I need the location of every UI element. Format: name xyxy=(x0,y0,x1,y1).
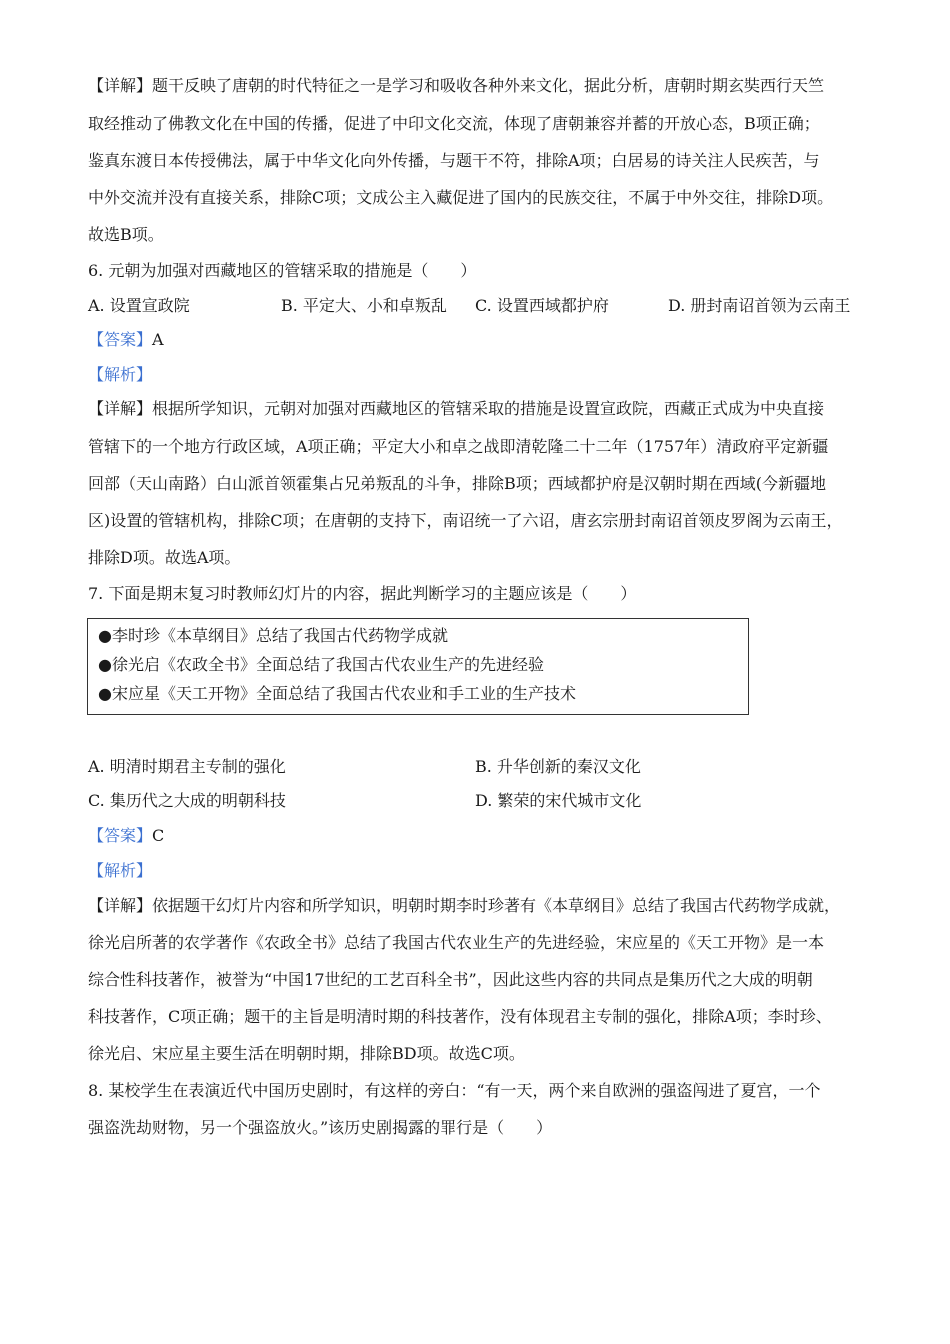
q7-detail-line: 【详解】依据题干幻灯片内容和所学知识，明朝时期李时珍著有《本草纲目》总结了我国古代药物学成就， xyxy=(88,896,841,915)
answer-label: 【答案】 xyxy=(88,826,153,845)
q5-detail-line: 取经推动了佛教文化在中国的传播，促进了中印文化交流，体现了唐朝兼容并蓄的开放心态，B项正确； xyxy=(88,114,820,133)
q7-answer xyxy=(88,825,164,847)
q7-option-b: B. 升华创新的秦汉文化 xyxy=(475,757,641,776)
q8-question-line: 8. 某校学生在表演近代中国历史剧时，有这样的旁白：“有一天，两个来自欧洲的强盗闯进了夏宫，一个 xyxy=(88,1081,821,1100)
q6-detail-line: 区)设置的管辖机构，排除C项；在唐朝的支持下，南诏统一了六诏，唐玄宗册封南诏首领皮罗阁为云南王， xyxy=(88,511,843,530)
q7-option-a: A. 明清时期君主专制的强化 xyxy=(88,757,286,776)
q7-option-c: C. 集历代之大成的明朝科技 xyxy=(88,791,286,810)
answer-value: A xyxy=(152,330,164,349)
q6-option-a: A. 设置宣政院 xyxy=(88,296,190,315)
slide-content-box xyxy=(87,618,749,715)
q6-option-b: B. 平定大、小和卓叛乱 xyxy=(281,296,447,315)
q6-question: 6. 元朝为加强对西藏地区的管辖采取的措施是（ ） xyxy=(88,261,477,280)
q6-detail-line: 【详解】根据所学知识，元朝对加强对西藏地区的管辖采取的措施是设置宣政院，西藏正式成为中央直接 xyxy=(88,399,825,418)
q6-option-d: D. 册封南诏首领为云南王 xyxy=(668,296,851,315)
q7-question: 7. 下面是期末复习时教师幻灯片的内容，据此判断学习的主题应该是（ ） xyxy=(88,584,637,603)
q6-detail-line: 排除D项。故选A项。 xyxy=(88,548,241,567)
q8-question-line: 强盗洗劫财物，另一个强盗放火。”该历史剧揭露的罪行是（ ） xyxy=(88,1118,553,1137)
q5-detail-line: 鉴真东渡日本传授佛法，属于中华文化向外传播，与题干不符，排除A项；白居易的诗关注人民疾苦，与 xyxy=(88,151,820,170)
q5-detail-line: 中外交流并没有直接关系，排除C项；文成公主入藏促进了国内的民族交往，不属于中外交往，排除D项。 xyxy=(88,188,834,207)
slide-item: ●李时珍《本草纲目》总结了我国古代药物学成就 xyxy=(98,626,448,645)
q6-detail-line: 回部（天山南路）白山派首领霍集占兄弟叛乱的斗争，排除B项；西域都护府是汉朝时期在西域(今新疆地 xyxy=(88,474,827,493)
q5-detail-line: 故选B项。 xyxy=(88,225,164,244)
q7-detail-line: 科技著作，C项正确；题干的主旨是明清时期的科技著作，没有体现君主专制的强化，排除A项；李时珍、 xyxy=(88,1007,832,1026)
q7-option-d: D. 繁荣的宋代城市文化 xyxy=(475,791,642,810)
slide-item: ●宋应星《天工开物》全面总结了我国古代农业和手工业的生产技术 xyxy=(98,684,576,703)
q7-detail-line: 徐光启、宋应星主要生活在明朝时期，排除BD项。故选C项。 xyxy=(88,1044,525,1063)
q7-analysis-label: 【解析】 xyxy=(88,861,153,880)
q5-detail-line: 【详解】题干反映了唐朝的时代特征之一是学习和吸收各种外来文化，据此分析，唐朝时期玄奘西行天竺 xyxy=(88,76,825,95)
q6-option-c: C. 设置西域都护府 xyxy=(475,296,609,315)
q6-analysis-label: 【解析】 xyxy=(88,365,153,384)
q6-answer xyxy=(88,329,164,351)
answer-label: 【答案】 xyxy=(88,330,153,349)
q6-detail-line: 管辖下的一个地方行政区域，A项正确；平定大小和卓之战即清乾隆二十二年（1757年）清政府平定新疆 xyxy=(88,437,829,456)
q7-detail-line: 徐光启所著的农学著作《农政全书》总结了我国古代农业生产的先进经验，宋应星的《天工开物》是一本 xyxy=(88,933,825,952)
answer-value: C xyxy=(152,826,165,845)
slide-item: ●徐光启《农政全书》全面总结了我国古代农业生产的先进经验 xyxy=(98,655,544,674)
q7-detail-line: 综合性科技著作，被誉为“中国17世纪的工艺百科全书”，因此这些内容的共同点是集历代之大成的明朝 xyxy=(88,970,813,989)
